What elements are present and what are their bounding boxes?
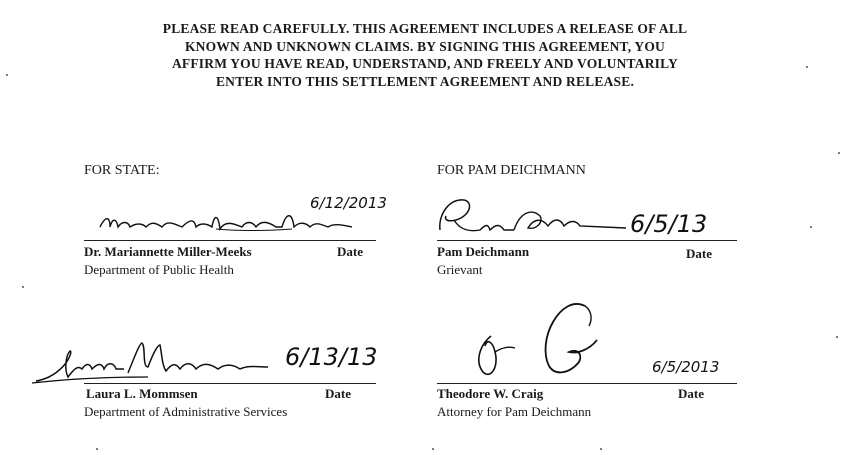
- craig-handwritten-date: 6/5/2013: [652, 358, 720, 376]
- release-notice-line-3: AFFIRM YOU HAVE READ, UNDERSTAND, AND FREELY AND VOLUNTARILY: [171, 56, 679, 71]
- for-state-header: FOR STATE:: [84, 163, 160, 178]
- mommsen-name: Laura L. Mommsen: [86, 386, 198, 401]
- mommsen-handwritten-date: 6/13/13: [285, 343, 378, 371]
- miller-meeks-signature-line: [84, 240, 376, 241]
- scan-speck: [432, 448, 434, 450]
- deichmann-signature-line: [437, 240, 737, 241]
- mommsen-signature-line: [84, 383, 376, 384]
- craig-signature-line: [437, 383, 737, 384]
- for-grievant-header: FOR PAM DEICHMANN: [437, 163, 586, 178]
- miller-meeks-date-label: Date: [337, 244, 363, 259]
- scan-speck: [22, 286, 24, 288]
- deichmann-signature: [430, 190, 630, 242]
- release-notice-line-1: PLEASE READ CAREFULLY. THIS AGREEMENT INCLUDES A RELEASE OF ALL: [162, 21, 688, 36]
- mommsen-department: Department of Administrative Services: [84, 404, 288, 419]
- scan-speck: [6, 74, 8, 76]
- scan-speck: [836, 336, 838, 338]
- scan-speck: [806, 66, 808, 68]
- miller-meeks-department: Department of Public Health: [84, 262, 234, 277]
- scan-speck: [810, 226, 812, 228]
- deichmann-name: Pam Deichmann: [437, 244, 530, 259]
- deichmann-handwritten-date: 6/5/13: [630, 210, 708, 238]
- release-notice-line-2: KNOWN AND UNKNOWN CLAIMS. BY SIGNING THIS AGREEMENT, YOU: [184, 38, 665, 54]
- craig-date-label: Date: [678, 386, 704, 401]
- miller-meeks-handwritten-date: 6/12/2013: [310, 194, 387, 212]
- mommsen-date-label: Date: [325, 386, 351, 401]
- scan-speck: [838, 152, 840, 154]
- craig-signature: [465, 296, 615, 386]
- scan-speck: [96, 448, 98, 450]
- craig-name: Theodore W. Craig: [437, 386, 544, 401]
- craig-role: Attorney for Pam Deichmann: [437, 404, 592, 419]
- mommsen-signature: [28, 333, 278, 389]
- scan-speck: [600, 448, 602, 450]
- miller-meeks-name: Dr. Mariannette Miller-Meeks: [84, 244, 252, 259]
- release-notice: [60, 20, 790, 90]
- miller-meeks-signature: [96, 205, 376, 241]
- deichmann-date-label: Date: [686, 246, 712, 261]
- release-notice-line-4: ENTER INTO THIS SETTLEMENT AGREEMENT AND RELEASE.: [215, 73, 635, 89]
- deichmann-role: Grievant: [437, 262, 483, 277]
